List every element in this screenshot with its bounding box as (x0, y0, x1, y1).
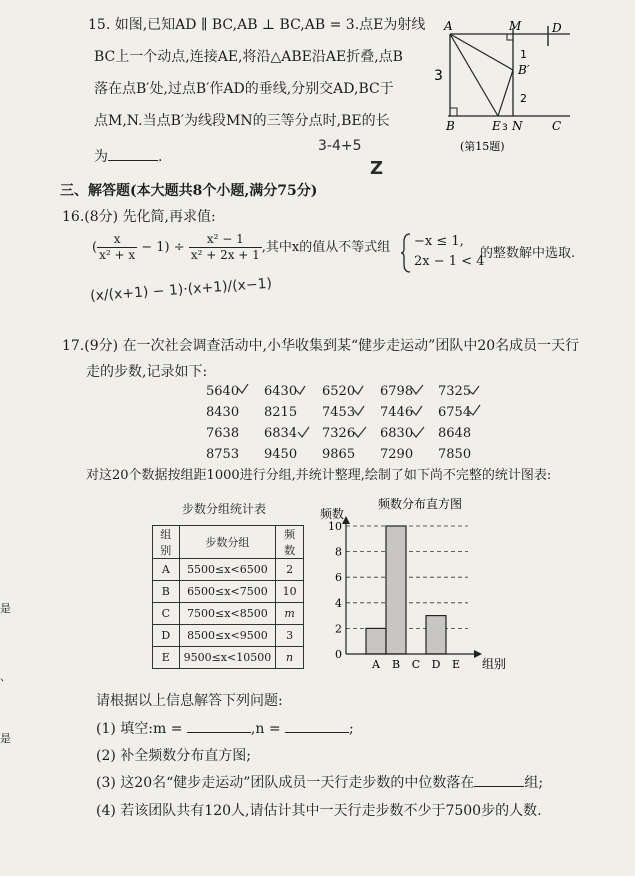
section3-title: 三、解答题(本大题共8个小题,满分75分) (60, 183, 318, 199)
q16-expression: ( $\frac{x}{\text{x² + x}}$ − 1) ÷ $\frac{\text{x² − 1}}{\text{x² + 2x + 1}}$ ,其中x的值从不等式组 (92, 232, 391, 262)
chart-x-tick: B (391, 658, 401, 671)
label-B: B (446, 119, 455, 133)
q15-line3: 落在点B′处,过点B′作AD的垂线,分别交AD,BC于 (94, 81, 394, 97)
margin-mark: 是 (0, 732, 11, 745)
q15-caption: (第15题) (460, 140, 505, 153)
table-row: C 7500≤x<8500 m (153, 603, 304, 625)
chart-y-tick: 8 (335, 545, 342, 559)
table-row: E 9500≤x<10500 n (153, 647, 304, 669)
q17-intro: 请根据以上信息解答下列问题: (96, 693, 283, 709)
q15-answer-blank (108, 160, 158, 161)
chart-x-tick: C (411, 658, 421, 671)
median-group-blank (474, 786, 524, 787)
table-row: D 8500≤x<9500 3 (153, 625, 304, 647)
q17-sub4: (4) 若该团队共有120人,请估计其中一天行走步数不少于7500步的人数. (96, 803, 542, 819)
label-N: N (512, 119, 523, 133)
chart-y-tick: 6 (335, 571, 342, 585)
data-row: 7638 6834 7326 6830 8648 (206, 426, 472, 441)
chart-bar-D (426, 616, 446, 654)
margin-mark: 是 (0, 602, 11, 615)
q17-sub2: (2) 补全频数分布直方图; (96, 748, 251, 764)
chart-y-tick: 0 (335, 648, 342, 661)
q17-hand-tickmarks (206, 384, 496, 454)
table-row: B 6500≤x<7500 10 (153, 581, 304, 603)
table-row: A 5500≤x<6500 2 (153, 559, 304, 581)
m-answer-blank (187, 732, 251, 733)
q15-number: 15. (88, 17, 111, 33)
label-C: C (552, 119, 562, 133)
chart-title: 频数分布直方图 (378, 497, 463, 511)
hand-side-b1: 1 (520, 48, 527, 61)
q17-line1: 17.(9分) 在一次社会调查活动中,小华收集到某“健步走运动”团队中20名成员一天行 (62, 338, 580, 354)
data-row: 8430 8215 7453 7446 6754 (206, 405, 472, 420)
q16-tail: 的整数解中选取. (480, 246, 576, 261)
hand-side-b2: 2 (520, 92, 527, 105)
chart-x-tick: A (372, 658, 380, 671)
hand-side-ab: 3 (434, 68, 443, 84)
q17-histogram (318, 496, 518, 676)
q16-header: 16.(8分) 先化简,再求值: (62, 209, 216, 225)
label-Bp: B′ (518, 63, 530, 77)
margin-mark: 、 (0, 670, 11, 683)
label-A: A (444, 19, 453, 33)
hand-e-mark: 3 (502, 123, 508, 133)
chart-y-tick: 10 (328, 520, 342, 533)
q17-line3: 对这20个数据按组距1000进行分组,并统计整理,绘制了如下尚不完整的统计图表: (86, 468, 552, 483)
chart-bar-A (366, 628, 386, 654)
q16-fraction-2: $\frac{\text{x² − 1}}{\text{x² + 2x + 1}}$ (190, 232, 260, 262)
q15-figure (420, 18, 580, 158)
q17-sub3: (3) 这20名“健步走运动”团队成员一天行走步数的中位数落在 组; (96, 775, 544, 791)
label-M: M (509, 19, 522, 33)
chart-xlabel: 组别 (482, 657, 507, 671)
chart-y-tick: 2 (335, 622, 342, 636)
data-row: 5640 6430 6520 6798 7325 (206, 384, 472, 399)
q17-frequency-table (152, 525, 304, 669)
q15-line1: 15. 如图,已知AD ∥ BC,AB ⊥ BC,AB = 3.点E为射线 (88, 17, 426, 33)
table-header-row: 组别 步数分组 频数 (153, 526, 304, 559)
chart-ylabel: 频数 (320, 507, 345, 521)
q17-sub1: (1) 填空:m = ,n = ; (96, 721, 354, 737)
q16-inequality-system: −x ≤ 1, 2x − 1 < 4 (414, 234, 485, 269)
q15-hand-ratio: 3-4+5 (318, 138, 362, 154)
n-answer-blank (285, 732, 349, 733)
q16-fraction-1: $\frac{x}{\text{x² + x}}$ (99, 232, 136, 262)
chart-x-tick: E (451, 658, 461, 671)
q17-table-title: 步数分组统计表 (182, 502, 267, 516)
q15-line4: 点M,N.当点B′为线段MN的三等分点时,BE的长 (94, 113, 390, 129)
data-row: 8753 9450 9865 7290 7850 (206, 447, 472, 462)
q17-line2: 走的步数,记录如下: (86, 364, 208, 380)
q15-hand-mark: Z (370, 158, 384, 179)
label-E: E (492, 119, 501, 133)
q15-line5: 为 . (94, 149, 163, 165)
q16-handwriting: (x/(x+1) − 1)·(x+1)/(x−1) (89, 275, 273, 305)
label-D: D (552, 21, 562, 35)
q16-brace-icon (400, 232, 412, 274)
chart-x-tick: D (431, 658, 441, 671)
chart-y-tick: 4 (335, 596, 342, 610)
q15-line2: BC上一个动点,连接AE,将沿△ABE沿AE折叠,点B (94, 49, 403, 65)
chart-bar-B (386, 526, 406, 654)
